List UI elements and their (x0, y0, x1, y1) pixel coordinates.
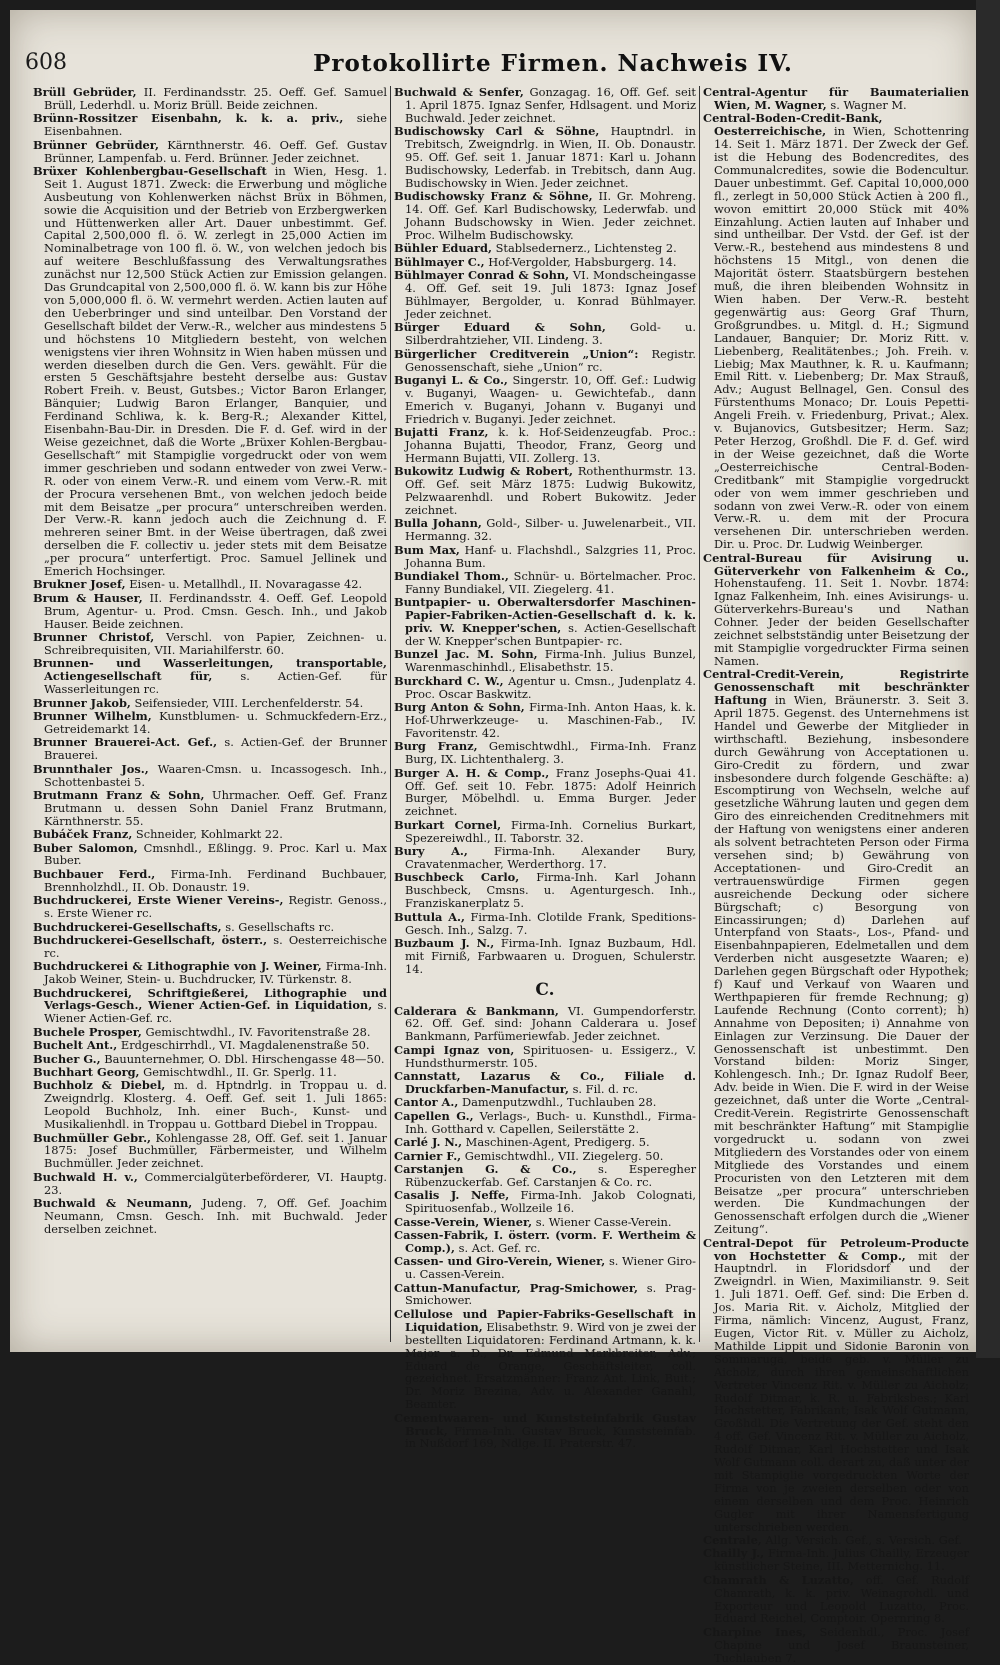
firm-details: Firma-Inh. Ignaz Buzbaum, Hdl. mit Firniß, Farbwaaren u. Droguen, Schulerstr. 14. (405, 935, 696, 976)
firm-entry (394, 1412, 696, 1451)
firm-details: Agentur u. Cmsn., Judenplatz 4. Proc. Oscar Baskwitz. (405, 673, 697, 701)
firm-details: mit der Hauptndrl. in Floridsdorf und der Zweigndrl. in Wien, Maximilianstr. 9. Seit 1. Juli 1871. Oeff. Gef. sind: Die Erben d. Jos. Maria Rit. v. Aicholz, Mitglied der Firma, nämlich: Vincenz, August, Franz, Eugen, Victor Rit. v. Müller zu Aicholz, Mathilde Lippit und Sidonie Baronin von Sommaruga, beide geb. v. Müller zu Aicholz, durch ihren gemeinschaftlichen Vertreter Vincenz Rit. v. Müller zu Aicholz; Rudolf Ditmar, k. R. u. Fabriksbes.; Karl Hochstetter, Fabrikant; Isak Wolf Gutmann, Großhdl. Die Vertretung der Gef. steht den 4 off. Gef. Vincenz Rit. v. Müller zu Aicholz, Rudolf Ditmar, Karl Hochstetter und Isak Wolf Gutmann coll. derart zu, daß unter der mit Stampiglie vorgedruckten Worte der Firma von je zweien derselben oder von einem derselben und dem Proc. Heinrich Gugler mit ihrer Namensfertigung unterschrieben werden. (714, 1248, 969, 1534)
firm-name: Central-Agentur für Baumaterialien Wien, M. Wagner, (703, 85, 969, 112)
firm-name: Cantor A., (394, 1095, 459, 1110)
firm-entry (33, 86, 387, 112)
firm-entry (703, 1237, 969, 1534)
firm-name: Bujatti Franz, (394, 425, 489, 440)
firm-details: in Wien, Hesg. 1. Seit 1. August 1871. Zweck: die Erwerbung und mögliche Ausbeutung von Kohlenwerken nächst Brüx in Böhmen, sowie die Acquisition und der Betrieb von Erzbergwerken und Hüttenwerken aller Art. Dauer unbestimmt. Gef. Capital 2,500,000 fl. ö. W. zerlegt in 25,000 Actien im Nominalbetrage von 100 fl. ö. W., von welchen jedoch bis auf weitere Beschlußfassung des Verwaltungsrathes zunächst nur 12,500 Stück Actien zur Emission gelangen. Das Grundcapital von 2,500,000 fl. ö. W. kann bis zur Höhe von 5,000,000 fl. ö. W. vermehrt werden. Actien lauten auf den Ueberbringer und sind unteilbar. Den Vorstand der Gesellschaft bildet der Verw.-R., welcher aus mindestens 5 und höchstens 10 Mitgliedern besteht, von welchen wenigstens vier ihren Wohnsitz in Wien haben müssen und werden dieselben durch die Gen. Vers. gewählt. Für die ersten 5 Geschäftsjahre besteht derselbe aus: Gustav Robert Freih. v. Beust, Gutsbes.; Victor Baron Erlanger, Bänquier; Ludwig Baron Erlanger, Banquier, und Ferdinand Schliwa, k. k. Berg-R.; Alexander Kittel, Eisenbahn-Bau-Dir. in Dresden. Die F. d. Gef. wird in der Weise gezeichnet, daß die Worte „Brüxer Kohlen-Bergbau-Gesellschaft“ mit Stampiglie vorgedruckt oder von wem immer geschrieben und sodann entweder von zwei Verw.-R. oder von einem Verw.-R. und einem vom Verw.-R. mit der Procura versehenen Bmt., von welchen jedoch beide mit dem Beisatze „per procura“ unterschreiben werden. Der Verw.-R. kann jedoch auch die Zeichnung d. F. mehreren seiner Bmt. in der Weise übertragen, daß zwei derselben die F. collectiv u. jeder stets mit dem Beisatze „per procura“ unterfertigt. Proc. Samuel Jellinek und Emerich Hochsinger. (44, 163, 388, 579)
firm-details: Hohenstaufeng. 11. Seit 1. Novbr. 1874: Ignaz Falkenheim, Inh. eines Avisirungs- u. Güterverkehrs-Bureau's und Nathan Cohner. Jeder der beiden Gesellschafter zeichnet selbstständig unter Beisetzung der mit Stampiglie vorgedruckter Firma seinen Namen. (714, 576, 969, 668)
firm-details: Franz Josephs-Quai 41. Off. Gef. seit 10. Febr. 1875: Adolf Heinrich Burger, Möbelhdl. u. Emma Burger. Jeder zeichnet. (405, 765, 696, 819)
firm-entry (703, 552, 969, 668)
firm-name: Budischowsky Franz & Söhne, (394, 189, 593, 204)
firm-entry (394, 1308, 696, 1411)
firm-name: Brunner Brauerei-Act. Gef., (33, 735, 218, 750)
firm-details: Waaren-Cmsn. u. Incassogesch. Inh., Schottenbastei 5. (44, 761, 387, 789)
page-header: Protokollirte Firmen. Nachweis IV. (313, 50, 793, 77)
firm-entry (394, 1044, 696, 1070)
firm-entry (33, 112, 387, 138)
firm-name: Burckhard C. W., (394, 673, 504, 688)
firm-details: Cmsnhdl., Eßlingg. 9. Proc. Karl u. Max Buber. (44, 840, 387, 868)
firm-name: Cementwaaren- und Kunststeinfabrik Gustav Bruck, (394, 1410, 696, 1438)
firm-name: Carlé J. N., (394, 1135, 463, 1150)
firm-name: Campi Ignaz von, (394, 1042, 515, 1057)
firm-entry (394, 1216, 696, 1229)
firm-name: Buchdruckerei, Erste Wiener Vereins-, (33, 893, 284, 908)
firm-name: Buchmüller Gebr., (33, 1130, 152, 1145)
firm-name: Brüll Gebrüder, (33, 85, 137, 99)
firm-entry (394, 1096, 696, 1109)
firm-name: Buchwald H. v., (33, 1169, 138, 1184)
firm-details: Gold-, Silber- u. Juwelenarbeit., VII. Hermanng. 32. (405, 516, 697, 544)
firm-details: Hof-Vergolder, Habsburgerg. 14. (488, 254, 677, 269)
firm-entry (394, 845, 696, 871)
firm-details: Firma-Inh. Ferdinand Buchbauer, Brennholzhdl., II. Ob. Donaustr. 19. (44, 866, 387, 894)
firm-details: VI. Mondscheingasse 4. Off. Gef. seit 19. Juli 1873: Ignaz Josef Bühlmayer, Bergolder, u. Konrad Bühlmayer. Jeder zeichnet. (405, 268, 696, 321)
firm-entry (33, 1026, 387, 1039)
firm-entry (33, 1039, 387, 1052)
firm-entry (394, 1255, 696, 1281)
firm-entry (394, 544, 696, 570)
firm-details: Kärnthnerstr. 46. Oeff. Gef. Gustav Brünner, Lampenfab. u. Ferd. Brünner. Jeder zeichnet. (44, 137, 388, 165)
firm-name: Central-Bureau für Avisirung u. Güterverkehr von Falkenheim & Co., (703, 550, 969, 578)
firm-name: Buttula A., (394, 909, 465, 924)
firm-details: Spirituosen- u. Essigerz., V. Hundsthurmerstr. 105. (405, 1042, 696, 1070)
firm-entry (394, 1150, 696, 1163)
firm-entry (394, 374, 696, 426)
firm-name: Bucher G., (33, 1051, 101, 1066)
firm-details: Firma-Inh. Julius Bunzel, Warenmaschinhdl., Elisabethstr. 15. (405, 647, 696, 675)
firm-name: Buchdruckerei-Gesellschaft, österr., (33, 932, 268, 947)
firm-entry (394, 256, 696, 269)
firm-entry (703, 1547, 969, 1573)
firm-details: Judeng. 7, Off. Gef. Joachim Neumann, Cmsn. Gesch. Inh. mit Buchwald. Jeder derselben zeichnet. (44, 1196, 388, 1236)
firm-details: VI. Gumpendorferstr. 62. Off. Gef. sind: Johann Calderara u. Josef Bankmann, Parfümeriewfab. Jeder zeichnet. (405, 1003, 696, 1044)
firm-name: Brukner Josef, (33, 577, 126, 592)
firm-details: siehe Eisenbahnen. (44, 111, 388, 139)
firm-entry (33, 842, 387, 868)
firm-entry (394, 321, 696, 347)
firm-name: Bühlmayer Conrad & Sohn, (394, 268, 570, 283)
firm-entry (394, 767, 696, 819)
firm-details: off. Gef. Rudolf Chamrath, k. k. priv. Weinagrohdl. und Exporteur und Leopold Luzatto, Proc. Eduard Reichel, Comptoir. Opernring 8. (714, 1572, 969, 1626)
firm-details: Hauptndrl. in Trebitsch, Zweigndrlg. in Wien, II. Ob. Donaustr. 95. Off. Gef. seit 1. Januar 1871: Karl u. Johann Budischowsky, Lederfab. in Trebitsch, dann Aug. Budischowsky in Wien. Jeder zeichnet. (405, 124, 697, 190)
firm-name: Burg Anton & Sohn, (394, 700, 525, 715)
firm-entry (394, 242, 696, 255)
firm-details: Elisabethstr. 9. Wird von je zwei der bestellten Liquidatoren: Ferdinand Artmann, k. k. Major a. D., Dr. Edmund Markbreiter, Adv.; Eduard de Orange, Geschäftsleiter, coll. gezeichnet. Ersatzmänner: Franz Ant. Link, Buit.; Dr. Moriz Brezina, Adv. u. Alexander Ganahl, Beamter. (405, 1319, 697, 1412)
directory-page (10, 10, 976, 1665)
firm-name: Buchele Prosper, (33, 1024, 142, 1039)
column-right (703, 85, 969, 1665)
firm-name: Burger A. H. & Comp., (394, 765, 550, 780)
firm-details: Gemischtwdhl., II. Gr. Sperlg. 11. (143, 1064, 337, 1079)
firm-details: II. Gr. Mohreng. 14. Off. Gef. Karl Budischowsky, Lederwfab. und Johann Budschowsky in Wien. Jeder zeichnet. Proc. Wilhelm Budischowsky. (405, 189, 696, 242)
firm-name: Cassen- und Giro-Verein, Wiener, (394, 1254, 606, 1269)
column-left (33, 86, 387, 1342)
firm-entry (394, 871, 696, 910)
firm-entry (33, 592, 387, 631)
firm-name: Buzbaum J. N., (394, 935, 495, 950)
firm-name: Bubáček Franz, (33, 827, 133, 842)
firm-details: s. Actien-Gef. für Wasserleitungen rc. (44, 669, 388, 697)
firm-entry (33, 1079, 387, 1131)
firm-name: Budischowsky Carl & Söhne, (394, 124, 600, 139)
firm-name: Buchdruckerei-Gesellschafts, (33, 919, 222, 934)
firm-entry (33, 828, 387, 841)
firm-entry (703, 1574, 969, 1626)
firm-name: Brünn-Rossitzer Eisenbahn, k. k. a. priv., (33, 111, 344, 126)
firm-name: Bum Max, (394, 542, 460, 557)
firm-details: Uhrmacher. Oeff. Gef. Franz Brutmann u. dessen Sohn Daniel Franz Brutmann, Kärnthnerstr. 55. (44, 787, 387, 828)
firm-entry (394, 465, 696, 517)
firm-details: Seifensieder, VIII. Lerchenfelderstr. 54. (134, 695, 364, 710)
firm-entry (33, 736, 387, 762)
firm-details: Gonzagag. 16, Off. Gef. seit 1. April 1875. Ignaz Senfer, Hdlsagent. und Moriz Buchwald. Jeder zeichnet. (405, 85, 696, 125)
firm-entry (703, 1626, 969, 1665)
firm-details: k. k. Hof-Seidenzeugfab. Proc.: Johanna Bujatti, Theodor, Franz, Georg und Hermann Bujatti, VII. Zollerg. 13. (405, 425, 697, 465)
firm-name: Brünner Gebrüder, (33, 137, 159, 152)
firm-entry (394, 517, 696, 543)
firm-name: Buchbauer Ferd., (33, 866, 156, 881)
firm-entry (33, 960, 387, 986)
firm-details: Schneider, Kohlmarkt 22. (135, 827, 283, 842)
firm-entry (33, 1066, 387, 1079)
firm-name: Buchelt Ant., (33, 1038, 118, 1053)
firm-entry (33, 987, 387, 1026)
firm-entry (394, 740, 696, 766)
firm-details: s. Actien-Gef. der Brunner Brauerei. (44, 735, 387, 763)
firm-details: s. Prag-Smichower. (405, 1280, 696, 1308)
firm-entry (33, 1197, 387, 1236)
firm-entry (394, 426, 696, 465)
firm-entry (394, 348, 696, 374)
firm-entry (394, 570, 696, 596)
firm-details: Firma-Inh. Clotilde Frank, Speditions-Gesch. Inh., Salzg. 7. (405, 909, 696, 937)
firm-entry (394, 86, 696, 125)
firm-name: Burg Franz, (394, 739, 478, 754)
firm-details: Damenputzwdhl., Tuchlauben 28. (461, 1095, 657, 1110)
firm-name: Brunnen- und Wasserleitungen, transportable, Actiengesellschaft für, (33, 656, 387, 684)
firm-details: Bauunternehmer, O. Dbl. Hirschengasse 48—50. (104, 1051, 385, 1066)
firm-name: Brutmann Franz & Sohn, (33, 787, 205, 802)
firm-details: Allg. Versich. Gef., s. Versich. Gef. (765, 1533, 962, 1547)
firm-details: s. Actien-Gesellschaft der W. Knepper'schen Buntpapier- rc. (405, 621, 696, 649)
firm-name: Charpine Ines, (703, 1624, 807, 1639)
firm-name: Buchwald & Neumann, (33, 1196, 193, 1211)
firm-name: Buchholz & Diebel, (33, 1078, 166, 1093)
firm-name: Burkart Cornel, (394, 817, 502, 832)
firm-entry (703, 1534, 969, 1547)
firm-details: Erdgeschirrhdl., VI. Magdalenenstraße 50. (120, 1038, 370, 1053)
firm-entry (33, 868, 387, 894)
firm-entry (33, 631, 387, 657)
firm-name: Cellulose und Papier-Fabriks-Gesellschaft in Liquidation, (394, 1306, 696, 1334)
firm-entry (394, 1136, 696, 1149)
firm-name: Brunner Christof, (33, 630, 155, 645)
firm-details: Gemischtwdhl., Firma-Inh. Franz Burg, IX. Lichtenthalerg. 3. (405, 739, 697, 767)
firm-details: Registr. Genossenschaft, siehe „Union“ rc. (405, 346, 697, 374)
firm-name: Bundiakel Thom., (394, 569, 509, 584)
firm-entry (394, 911, 696, 937)
firm-details: Commercialgüterbeförderer, VI. Hauptg. 23. (44, 1169, 387, 1197)
firm-name: Casalis J. Neffe, (394, 1188, 510, 1203)
firm-entry (394, 596, 696, 648)
firm-entry (394, 937, 696, 976)
firm-name: Brüxer Kohlenbergbau-Gesellschaft (33, 163, 267, 178)
firm-details: II. Ferdinandsstr. 4. Oeff. Gef. Leopold Brum, Agentur- u. Prod. Cmsn. Gesch. Inh., und Jakob Hauser. Beide zeichnen. (44, 590, 388, 631)
firm-entry (394, 125, 696, 190)
section-letter: C. (535, 979, 555, 1000)
firm-name: Bühlmayer C., (394, 254, 485, 269)
firm-entry (33, 697, 387, 710)
firm-name: Bunzel Jac. M. Sohn, (394, 647, 538, 662)
firm-entry (33, 921, 387, 934)
firm-details: Firma-Inh. Jakob Colognati, Spirituosenfab., Wollzeile 16. (405, 1188, 696, 1216)
column-rule (699, 86, 700, 1342)
firm-details: Eisen- u. Metallhdl., II. Novaragasse 42. (129, 577, 363, 592)
firm-name: Chamrath & Luzatto, (703, 1572, 854, 1587)
firm-details: s. Oesterreichische rc. (44, 932, 387, 960)
firm-details: s. Wiener Actien-Gef. rc. (44, 998, 387, 1026)
firm-details: Firma-Inh. Alexander Bury, Cravatenmacher, Werderthorg. 17. (405, 844, 696, 871)
firm-entry (394, 1163, 696, 1189)
firm-details: Maschinen-Agent, Predigerg. 5. (465, 1135, 650, 1150)
firm-details: Firma-Inh. Jakob Weiner, Stein- u. Buchdrucker, IV. Türkenstr. 8. (44, 959, 388, 987)
firm-entry (394, 1110, 696, 1136)
firm-entry (33, 789, 387, 828)
firm-details: Firma-Inh. Anton Haas, k. k. Hof-Uhrwerkzeuge- u. Maschinen-Fab., IV. Favoritenstr. 42. (405, 700, 696, 740)
firm-details: Registr. Genoss., s. Erste Wiener rc. (44, 893, 387, 921)
firm-name: Buchhart Georg, (33, 1064, 140, 1079)
firm-entry (394, 675, 696, 701)
firm-name: Bukowitz Ludwig & Robert, (394, 464, 573, 479)
firm-entry (394, 1070, 696, 1096)
firm-details: s. Fil. d. rc. (572, 1081, 639, 1096)
column-rule (390, 86, 391, 1342)
firm-details: Verschl. von Papier, Zeichnen- u. Schreibrequisiten, VII. Mariahilferstr. 60. (44, 630, 388, 657)
firm-entry (394, 1189, 696, 1215)
firm-entry (33, 934, 387, 960)
firm-details: s. Esperegher Rübenzuckerfab. Gef. Carstanjen & Co. rc. (405, 1161, 697, 1189)
firm-details: s. Gesellschafts rc. (225, 919, 335, 934)
firm-name: Capellen G., (394, 1108, 474, 1123)
firm-entry (703, 86, 969, 112)
firm-name: Brum & Hauser, (33, 590, 143, 605)
firm-details: in Wien, Bräunerstr. 3. Seit 3. April 1875. Gegenst. des Unternehmens ist Handel und Gewerbe der Mitglieder in wirthschaftl. Beziehung, insbesondere durch Gewährung von Acceptationen u. Giro-Credit zu fördern, und zwar insbesondere durch folgende Geschäfte: a) Escomptirung von Wechseln, welche auf gesetzliche Währung lauten und gegen dem Giro des einreichenden Creditnehmers mit der Haftung von wenigstens einer anderen als solvent betrachteten Person oder Firma versehen sind; b) Gewährung von Acceptationen- und Giro-Credit an vertrauenswürdige Firmen gegen ausreichende Deckung oder sichere Bürgschaft; c) Besorgung von Eincassirungen; d) Darlehen auf Unterpfand von Staats-, Los-, Pfand- und Eisenbahnpapieren, Edelmetallen und dem Verderben nicht ausgesetzte Waaren; e) Darlehen gegen Bürgschaft oder Hypothek; f) Kauf und Verkauf von Waaren und Werthpapieren für fremde Rechnung; g) Laufende Rechnung (Conto corrent); h) Annahme von Depositen; i) Annahme von Einlagen zur Verzinsung. Die Dauer der Genossenschaft ist unbestimmt. Den Vorstand bilden: Moriz Singer, Kohlengesch. Inh.; Dr. Ignaz Rudolf Beer, Adv. beide in Wien. Die F. wird in der Weise gezeichnet, daß unter die Worte „Central-Credit-Verein. Registrirte Genossenschaft mit beschränkter Haftung“ mit Stampiglie vorgedruckt u. sodann von zwei Mitgliedern des Vorstandes oder von einem Mitgliede des Vorstandes und einem Procuristen von den Letzteren mit dem Beisatze „per procura“ unterschrieben werden. Die Kundmachungen der Genossenschaft erfolgen durch die „Wiener Zeitung“. (714, 693, 969, 1237)
firm-name: Bulla Johann, (394, 516, 482, 531)
firm-name: Bury A., (394, 844, 468, 859)
firm-details: Kohlengasse 28, Off. Gef. seit 1. Januar 1875: Josef Buchmüller, Färbermeister, und Wilhelm Buchmüller. Jeder zeichnet. (44, 1130, 387, 1171)
firm-name: Carnier F., (394, 1148, 462, 1163)
firm-name: Bürgerlicher Creditverein „Union“: (394, 346, 639, 361)
firm-name: Brunner Jakob, (33, 695, 131, 710)
firm-entry (394, 190, 696, 242)
firm-name: Brunner Wilhelm, (33, 709, 152, 723)
firm-name: Buschbeck Carlo, (394, 870, 520, 885)
firm-name: Buganyi L. & Co., (394, 372, 508, 387)
firm-details: s. Wiener Giro- u. Cassen-Verein. (405, 1254, 697, 1282)
firm-name: Buntpapier- u. Oberwaltersdorfer Maschinen-Papier-Fabriken-Actien-Gesellschaft d. k. k. priv. W. Knepper'schen, (394, 595, 696, 636)
firm-entry (33, 763, 387, 789)
firm-name: Central-Boden-Credit-Bank, Oesterreichische, (703, 111, 883, 139)
firm-entry (394, 1282, 696, 1308)
firm-entry (33, 139, 387, 165)
firm-name: Calderara & Bankmann, (394, 1003, 559, 1018)
firm-name: Buchdruckerei, Schriftgießerei, Lithographie und Verlags-Gesch., Wiener Actien-Gef. in Liquidation, (33, 985, 387, 1013)
firm-entry (394, 819, 696, 845)
firm-details: s. Wiener Casse-Verein. (535, 1214, 672, 1229)
firm-name: Cattun-Manufactur, Prag-Smichower, (394, 1280, 639, 1295)
firm-details: Gold- u. Silberdrahtzieher, VII. Lindeng. 3. (405, 320, 696, 348)
firm-details: Seidenhdl., Proc. Josef Chapine und Josef Braunsteiner, Tuchlauben 7. (714, 1624, 969, 1665)
firm-name: Centrale, (703, 1533, 762, 1547)
firm-details: Firma-Inh. Cornelius Burkart, Spezereiwdhl., II. Taborstr. 32. (405, 817, 696, 845)
firm-details: Gemischtwdhl., IV. Favoritenstraße 28. (145, 1024, 371, 1039)
firm-entry (33, 1053, 387, 1066)
firm-entry (33, 657, 387, 696)
scan-border (976, 0, 1000, 1358)
firm-entry (703, 668, 969, 1236)
firm-details: Hanf- u. Flachshdl., Salzgries 11, Proc. Johanna Bum. (405, 542, 696, 570)
firm-name: Central-Depot für Petroleum-Producte von Hochstetter & Comp., (703, 1235, 969, 1263)
firm-details: m. d. Hptndrlg. in Troppau u. d. Zweigndrlg. Klosterg. 4. Oeff. Gef. seit 1. Juli 1865: Leopold Buchholz, Inh. einer Buch-, Kunst- und Musikalienhdl. in Troppau u. Gottbard Diebel in Troppau. (44, 1078, 387, 1132)
firm-entry (394, 1229, 696, 1255)
firm-details: Firma-Inh. Karl Johann Buschbeck, Cmsns. u. Agenturgesch. Inh., Franziskanerplatz 5. (405, 870, 696, 911)
firm-entry (703, 112, 969, 551)
firm-name: Brunnthaler Jos., (33, 761, 149, 776)
firm-entry (33, 710, 387, 736)
firm-name: Cannstatt, Lazarus & Co., Filiale d. Druckfarben-Manufactur, (394, 1069, 696, 1096)
firm-name: Bühler Eduard, (394, 241, 492, 256)
firm-details: Firma-Inh. Gustav Bruck, Kunststeinfab. in Nußdorf 169, Ndlge. II. Praterstr. 47. (405, 1423, 696, 1451)
firm-name: Chailly J., (703, 1546, 765, 1561)
firm-entry (394, 701, 696, 740)
column-middle (394, 85, 697, 1451)
firm-entry (33, 1132, 387, 1171)
firm-entry (394, 269, 696, 321)
firm-details: Kunstblumen- u. Schmuckfedern-Erz., Getreidemarkt 14. (44, 709, 387, 736)
firm-details: Firma-Inh. Julius Chailly, Erzeuger künstlicher Steine, III. Metternichg. 11. (714, 1546, 969, 1574)
firm-name: Buchwald & Senfer, (394, 85, 524, 99)
firm-details: Stablsedernerz., Lichtensteg 2. (495, 241, 677, 256)
firm-name: Carstanjen G. & Co., (394, 1161, 577, 1176)
firm-name: Casse-Verein, Wiener, (394, 1214, 533, 1229)
firm-name: Buber Salomon, (33, 840, 138, 855)
firm-entry (394, 1005, 696, 1044)
firm-details: Schnür- u. Börtelmacher. Proc. Fanny Bundiakel, VII. Ziegelerg. 41. (405, 569, 696, 596)
firm-details: in Wien, Schottenring 14. Seit 1. März 1871. Der Zweck der Gef. ist die Hebung des Bodencredites, des Communalcredites, sowie die Bodencultur. Dauer unbestimmt. Gef. Capital 10,000,000 fl., zerlegt in 50,000 Stück Actien à 200 fl., wovon emittirt 20,000 Stück mit 40% Einzahlung. Actien lauten auf Inhaber und sind untheilbar. Der Vstd. der Gef. ist der Verw.-R., bestehend aus mindestens 8 und höchstens 15 Mitgl., von denen die Majorität österr. Staatsbürgern bestehen muß, die ihren bleibenden Wohnsitz in Wien haben. Der Verw.-R. besteht gegenwärtig aus: Georg Graf Thurn, Großgrundbes. u. Mitgl. d. H.; Sigmund Landauer, Banquier; Dr. Moriz Ritt. v. Liebenberg, Realitätenbes.; Joh. Freih. v. Liebig; Max Mauthner, k. R. u. Kaufmann; Emil Ritt. v. Liebenberg; Dr. Max Strauß, Adv.; August Bellnagel, Gen. Consul des Fürstenthums Monaco; Dr. Louis Pepetti-Angeli Freih. v. Friedenburg, Privat.; Alex. v. Bujanovics, Gutsbesitzer; Herm. Saz; Peter Herzog, Großhdl. Die F. d. Gef. wird in der Weise gezeichnet, daß die Worte „Oesterreichische Central-Boden-Creditbank“ mit Stampiglie vorgedruckt oder von wem immer geschrieben und sodann von zwei Verw.-R. oder von einem Verw.-R. u. dem mit der Procura versehenen Dir. unterschrieben werden. Dir. u. Proc. Dr. Ludwig Weinberger. (714, 124, 969, 552)
firm-details: Gemischtwdhl., VII. Ziegelerg. 50. (464, 1148, 664, 1163)
firm-details: Singerstr. 10, Off. Gef.: Ludwig v. Buganyi, Waagen- u. Gewichtefab., dann Emerich v. Buganyi, Johann v. Buganyi und Friedrich v. Buganyi. Jeder zeichnet. (405, 372, 696, 426)
firm-details: s. Wagner M. (830, 97, 907, 112)
firm-name: Bürger Eduard & Sohn, (394, 320, 606, 335)
firm-name: Central-Credit-Verein, Registrirte Genossenschaft mit beschränkter Haftung (703, 667, 969, 708)
firm-details: II. Ferdinandsstr. 25. Oeff. Gef. Samuel Brüll, Lederhdl. u. Moriz Brüll. Beide zeichnen. (44, 85, 387, 112)
page-number: 608 (25, 50, 67, 75)
firm-details: Verlags-, Buch- u. Kunsthdl., Firma-Inh. Gotthard v. Capellen, Seilerstätte 2. (405, 1108, 696, 1136)
firm-entry (33, 894, 387, 920)
firm-entry (33, 165, 387, 578)
firm-entry (33, 578, 387, 591)
firm-name: Cassen-Fabrik, I. österr. (vorm. F. Wertheim & Comp.), (394, 1227, 696, 1255)
firm-entry (33, 1171, 387, 1197)
firm-entry (394, 648, 696, 674)
firm-details: Rothenthurmstr. 13. Off. Gef. seit März 1875: Ludwig Bukowitz, Pelzwaarenhdl. und Robert Bukowitz. Jeder zeichnet. (405, 464, 696, 517)
firm-details: s. Act. Gef. rc. (458, 1240, 541, 1255)
firm-name: Buchdruckerei & Lithographie von J. Weiner, (33, 959, 322, 974)
